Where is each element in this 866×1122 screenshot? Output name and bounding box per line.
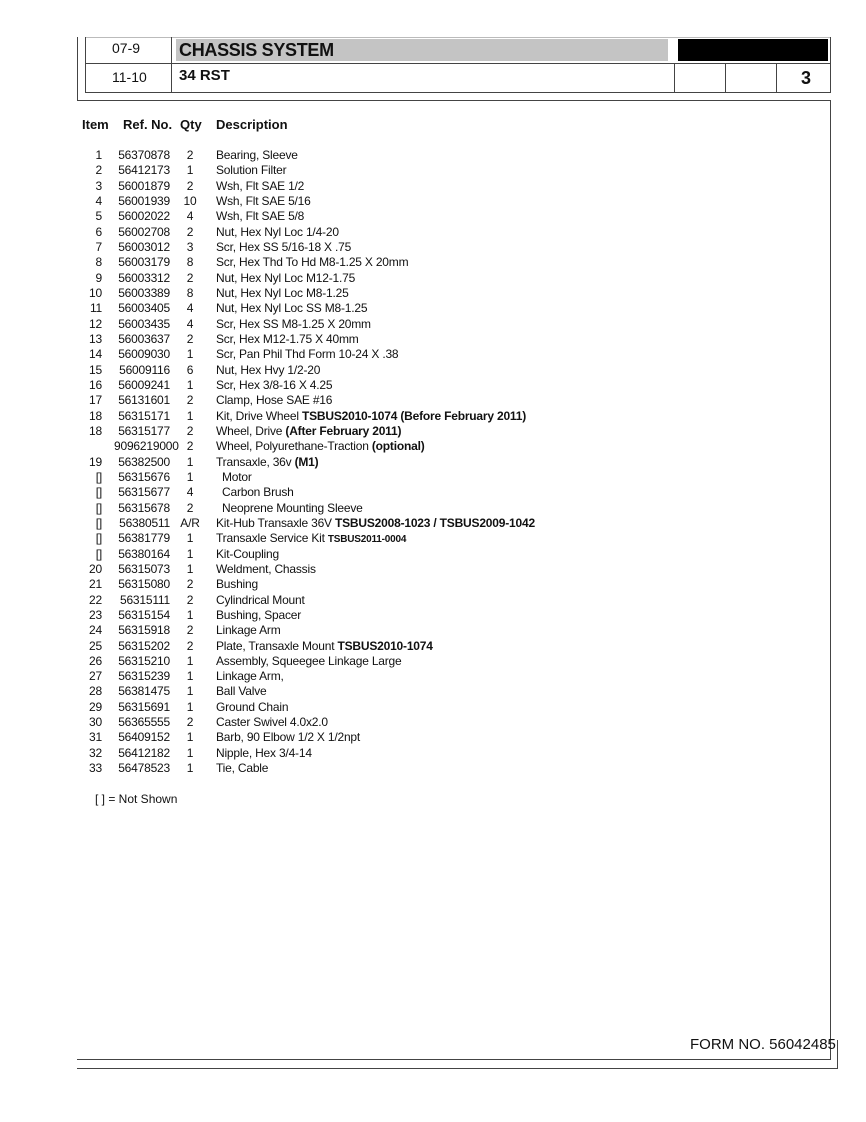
description [216,393,332,408]
item-number: 6 [95,224,102,239]
ref-number: 56409152 [118,730,170,745]
ref-number: 56370878 [118,148,170,162]
quantity: 2 [186,423,194,438]
table-row [0,240,866,255]
description-text: Wsh, Flt SAE 5/16 [216,193,311,208]
quantity: 2 [186,638,194,653]
ref-number: 56131601 [118,393,170,408]
item-number: 10 [89,285,102,300]
body-top-rule [77,100,831,101]
description-text: Nut, Hex Nyl Loc M12-1.75 [216,270,356,285]
quantity: 2 [186,623,194,638]
description [216,516,535,531]
col-header-ref: Ref. No. [123,117,173,132]
ref-number: 56381779 [118,531,170,546]
description-text: Bearing, Sleeve [216,148,298,162]
item-number: 28 [89,684,102,699]
description-text: Transaxle Service Kit [216,531,328,546]
description [222,485,294,500]
item-number: 12 [89,316,102,331]
ref-number: 56382500 [118,454,170,469]
ref-number: 56381475 [118,684,170,699]
item-number: 18 [89,408,102,423]
item-number: 29 [89,699,102,714]
description-text: Solution Filter [216,163,287,178]
description [216,163,286,178]
description [222,501,363,516]
quantity: 4 [186,485,194,500]
description-text: Linkage Arm [216,623,281,638]
header-divider-4 [776,63,777,93]
table-row [0,516,866,531]
description-text: Nipple, Hex 3/4-14 [216,745,312,760]
description-note: TSBUS2008-1023 / TSBUS2009-1042 [335,515,535,530]
item-number: [] [95,469,102,484]
ref-number: 56002022 [118,209,170,224]
table-row [0,593,866,608]
quantity: 1 [186,347,194,362]
quantity: 1 [186,761,194,776]
section-number: 3 [801,68,812,88]
page-left-border [77,37,78,100]
footer-rule-1 [77,1059,831,1060]
description-text: Wsh, Flt SAE 1/2 [216,178,305,193]
table-row [0,746,866,761]
ref-number: 56009241 [118,377,170,392]
ref-number: 56412182 [118,745,170,760]
quantity: 1 [186,469,194,484]
item-number: 25 [89,638,102,653]
quantity: 1 [186,745,194,760]
section-title: CHASSIS SYSTEM [179,40,334,60]
table-row [0,639,866,654]
not-shown-legend: [ ] = Not Shown [95,792,178,806]
table-row [0,761,866,776]
quantity: 2 [186,393,194,408]
table-row [0,286,866,301]
table-row [0,393,866,408]
description [216,409,526,424]
table-row [0,332,866,347]
item-number: 23 [89,607,102,622]
header-left-border [85,37,86,93]
quantity: 2 [186,331,194,346]
item-number: 15 [89,362,102,377]
ref-number: 56001879 [118,178,170,193]
description [216,608,301,623]
description-text: Motor [222,469,252,484]
description [216,623,281,638]
ref-number: 56478523 [118,761,170,776]
description [216,225,339,240]
item-number: 20 [89,561,102,576]
table-row [0,577,866,592]
item-number: 8 [95,255,102,270]
item-number: 26 [89,653,102,668]
ref-number: 56412173 [118,163,170,178]
ref-number: 56003435 [118,316,170,331]
table-row [0,163,866,178]
item-number: 2 [95,163,102,178]
description [216,378,332,393]
table-row [0,623,866,638]
ref-number: 56380511 [119,515,170,530]
item-number: [] [95,531,102,546]
quantity: 1 [186,561,194,576]
ref-number: 9096219000 [114,439,179,454]
description-text: Plate, Transaxle Mount [216,638,338,653]
quantity: 1 [186,531,194,546]
table-row [0,424,866,439]
col-header-description: Description [216,117,288,132]
table-row [0,148,866,163]
description-note: (M1) [294,454,319,469]
description [216,761,268,776]
description-note: TSBUS2011-0004 [327,534,407,546]
item-number: 11 [89,301,102,316]
item-number: 9 [95,270,102,285]
item-number: 1 [95,148,102,162]
table-row [0,730,866,745]
ref-number: 56365555 [118,715,170,730]
ref-number: 56315210 [118,653,170,668]
table-row [0,562,866,577]
quantity: 1 [186,607,194,622]
ref-number: 56315678 [118,500,170,515]
description-text: Bushing [216,577,258,592]
description-text: Barb, 90 Elbow 1/2 X 1/2npt [216,730,361,745]
header-bottom-rule [85,92,831,93]
ref-number: 56003012 [118,239,170,254]
revision-date-bottom: 11-10 [112,69,147,85]
ref-number: 56003312 [118,270,170,285]
quantity: 3 [186,239,194,254]
ref-number: 56315154 [118,607,170,622]
table-row [0,608,866,623]
revision-date-top: 07-9 [112,40,141,56]
ref-number: 56315239 [118,669,170,684]
table-row [0,485,866,500]
description-note: TSBUS2010-1074 (Before February 2011) [301,408,527,423]
item-number: 3 [95,178,102,193]
table-row [0,684,866,699]
item-number: [] [95,500,102,515]
description-text: Scr, Hex 3/8-16 X 4.25 [216,377,333,392]
description [216,730,360,745]
table-row [0,669,866,684]
ref-number: 56315171 [118,408,170,423]
description [216,424,401,439]
table-row [0,363,866,378]
description-text: Weldment, Chassis [216,561,316,576]
quantity: 1 [186,653,194,668]
description [216,194,311,209]
quantity: 1 [186,408,194,423]
description [216,593,305,608]
quantity: 2 [186,270,194,285]
item-number: 4 [95,193,102,208]
table-row [0,715,866,730]
table-row [0,654,866,669]
item-number: 16 [89,377,102,392]
table-row [0,455,866,470]
table-row [0,347,866,362]
table-row [0,470,866,485]
description-text: Kit-Coupling [216,546,279,561]
item-number: 14 [89,347,102,362]
description-text: Nut, Hex Nyl Loc M8-1.25 [216,285,349,300]
table-row [0,225,866,240]
description [216,547,279,562]
description [216,654,402,669]
description-text: Assembly, Squeegee Linkage Large [216,653,402,668]
description-text: Scr, Hex SS 5/16-18 X .75 [216,239,352,254]
header-mid-rule [85,63,831,64]
ref-number: 56009116 [119,362,170,377]
ref-number: 56315676 [118,469,170,484]
item-number: 31 [89,730,102,745]
description-text: Nut, Hex Hvy 1/2-20 [216,362,321,377]
quantity: 4 [186,301,194,316]
description [216,639,433,654]
ref-number: 56003179 [118,255,170,270]
header-black-block [678,39,828,61]
table-row [0,378,866,393]
quantity: 1 [186,163,194,178]
description-text: Cylindrical Mount [216,592,305,607]
quantity: 2 [186,148,194,162]
ref-number: 56315080 [118,577,170,592]
description-text: Neoprene Mounting Sleeve [222,500,363,515]
footer-rule-2 [77,1068,838,1069]
description [216,455,318,470]
description-text: Wheel, Polyurethane-Traction [216,439,372,454]
description-text: Ground Chain [216,699,289,714]
description [216,271,355,286]
quantity: 1 [186,684,194,699]
ref-number: 56009030 [118,347,170,362]
description-text: Scr, Pan Phil Thd Form 10-24 X .38 [216,347,399,362]
description-text: Clamp, Hose SAE #16 [216,393,333,408]
ref-number: 56315677 [118,485,170,500]
description [216,240,351,255]
item-number: 19 [89,454,102,469]
description-text: Caster Swivel 4.0x2.0 [216,715,328,730]
description-text: Tie, Cable [216,761,269,776]
description [216,700,288,715]
table-row [0,317,866,332]
description [216,317,371,332]
quantity: 2 [186,592,194,607]
description-text: Wsh, Flt SAE 5/8 [216,209,305,224]
table-row [0,255,866,270]
description [216,684,266,699]
item-number: [] [95,485,102,500]
quantity: 1 [186,669,194,684]
quantity: 8 [186,285,194,300]
quantity: 2 [186,577,194,592]
item-number: 30 [89,715,102,730]
quantity: 2 [186,500,194,515]
quantity: 8 [186,255,194,270]
description [216,209,304,224]
table-row [0,179,866,194]
description-text: Nut, Hex Nyl Loc SS M8-1.25 [216,301,368,316]
item-number: 7 [95,239,102,254]
header-right-border [830,37,831,93]
description [216,531,406,547]
quantity: 1 [186,699,194,714]
table-row [0,439,866,454]
table-row [0,271,866,286]
ref-number: 56315111 [119,592,170,607]
ref-number: 56003637 [118,331,170,346]
description [216,148,298,163]
quantity: 2 [186,224,194,239]
quantity: 2 [186,178,194,193]
ref-number: 56003405 [118,301,170,316]
description [216,669,284,684]
table-row [0,409,866,424]
item-number: 33 [89,761,102,776]
quantity: 1 [186,377,194,392]
description [216,255,408,270]
item-number: 32 [89,745,102,760]
table-row [0,301,866,316]
description [216,286,349,301]
item-number: [] [95,546,102,561]
ref-number: 56003389 [118,285,170,300]
col-header-item: Item [82,117,109,132]
quantity: 10 [183,193,197,208]
ref-number: 56315073 [118,561,170,576]
description-text: Nut, Hex Nyl Loc 1/4-20 [216,224,339,239]
description-note: (After February 2011) [285,423,402,438]
header-divider-3 [725,63,726,93]
table-row [0,194,866,209]
item-number: 24 [89,623,102,638]
description [216,363,320,378]
quantity: 4 [186,316,194,331]
description [216,715,328,730]
item-number: 22 [89,592,102,607]
description [216,746,312,761]
parts-list [0,148,866,776]
table-row [0,501,866,516]
table-row [0,700,866,715]
item-number: 27 [89,669,102,684]
quantity: 4 [186,209,194,224]
item-number: [] [95,515,102,530]
ref-number: 56315691 [118,699,170,714]
description [216,179,304,194]
footer-right-border [837,1040,838,1069]
item-number: 13 [89,331,102,346]
ref-number: 56001939 [118,193,170,208]
description-text: Linkage Arm, [216,669,284,684]
description [216,301,367,316]
description [216,332,359,347]
quantity: 2 [186,439,194,454]
item-number: 17 [89,393,102,408]
item-number: 5 [95,209,102,224]
description-text: Ball Valve [216,684,267,699]
description-text: Wheel, Drive [216,423,286,438]
description-text: Kit-Hub Transaxle 36V [216,515,335,530]
description [216,439,425,454]
description [216,577,258,592]
description-text: Scr, Hex SS M8-1.25 X 20mm [216,316,371,331]
table-row [0,531,866,546]
table-row [0,209,866,224]
description [222,470,252,485]
item-number: 18 [89,423,102,438]
ref-number: 56380164 [118,546,170,561]
col-header-qty: Qty [180,117,202,132]
description-text: Carbon Brush [222,485,294,500]
item-number: 21 [89,577,102,592]
ref-number: 56315202 [118,638,170,653]
quantity: A/R [180,515,200,530]
quantity: 1 [186,730,194,745]
description [216,562,316,577]
description-note: (optional) [371,439,425,454]
ref-number: 56002708 [118,224,170,239]
quantity: 1 [186,546,194,561]
header-top-rule [85,37,831,38]
description-note: TSBUS2010-1074 [337,638,433,653]
quantity: 2 [186,715,194,730]
description-text: Transaxle, 36v [216,454,295,469]
table-row [0,547,866,562]
description-text: Kit, Drive Wheel [216,408,302,423]
quantity: 6 [186,362,194,377]
header-divider-2 [674,63,675,93]
header-divider-1 [171,37,172,93]
description-text: Scr, Hex M12-1.75 X 40mm [216,331,359,346]
form-number: FORM NO. 56042485 [690,1036,836,1053]
description [216,347,398,362]
ref-number: 56315177 [118,423,170,438]
description-text: Bushing, Spacer [216,607,302,622]
description-text: Scr, Hex Thd To Hd M8-1.25 X 20mm [216,255,409,270]
model-name: 34 RST [179,67,230,84]
quantity: 1 [186,454,194,469]
ref-number: 56315918 [118,623,170,638]
